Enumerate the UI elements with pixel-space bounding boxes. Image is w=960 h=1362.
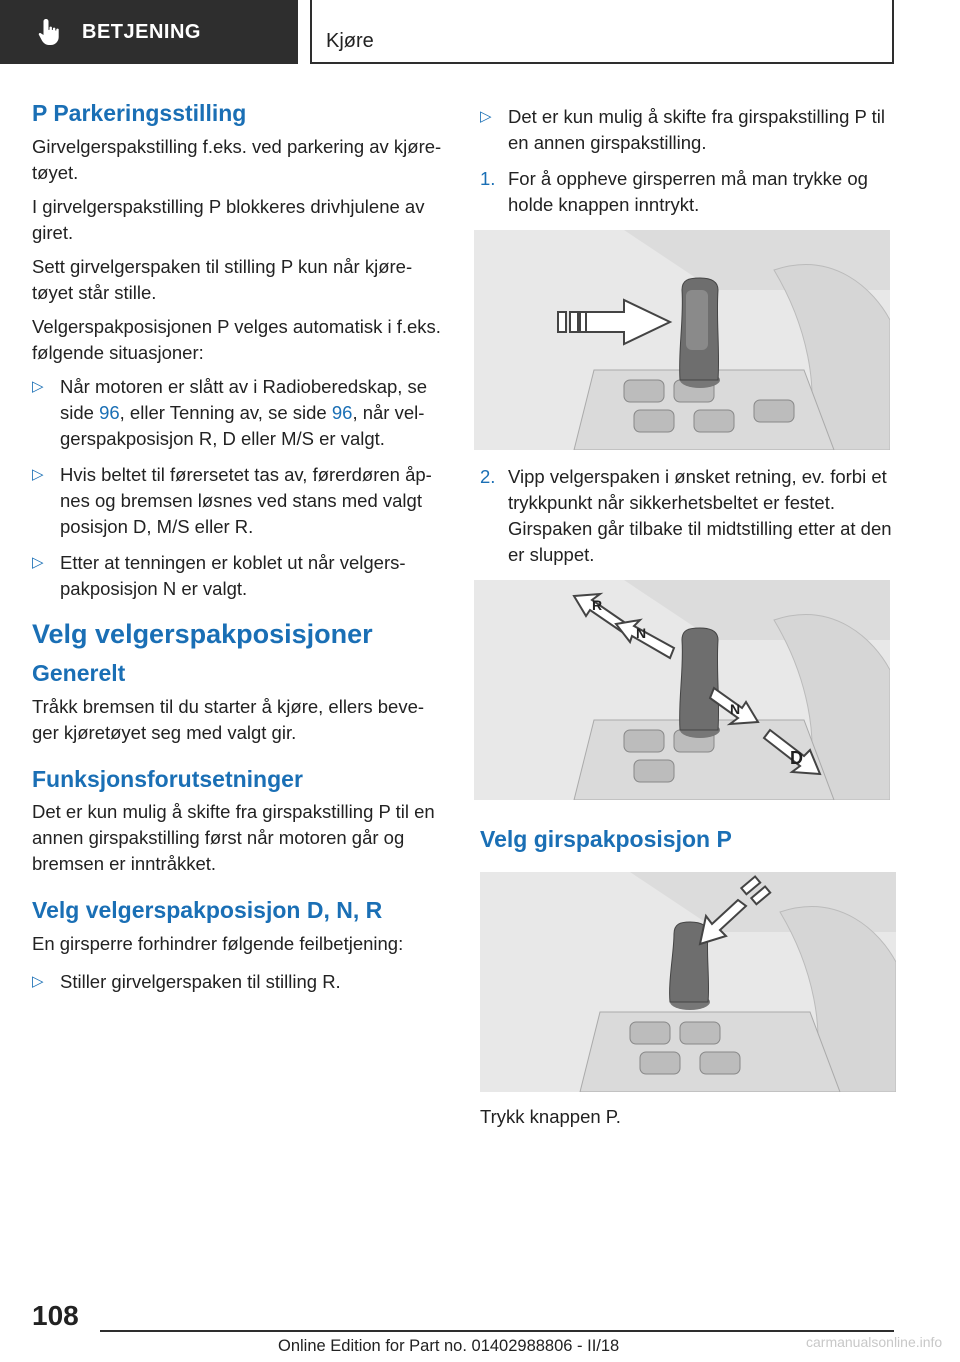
heading-select-p: Velg girspakposisjon P bbox=[480, 826, 732, 852]
triangle-right-icon: ▷ bbox=[480, 108, 492, 125]
arrow-label-n: N bbox=[636, 625, 647, 641]
triangle-right-icon: ▷ bbox=[32, 972, 44, 990]
paragraph: Girvelgerspakstilling f.eks. ved parkering av kjøre-tøyet. bbox=[32, 135, 442, 183]
paragraph: Sett girvelgerspaken til stilling P kun når kjøre-tøyet står stille. bbox=[32, 255, 413, 303]
arrow-label-d: D bbox=[790, 748, 803, 768]
step-item: 2. Vipp velgerspaken i ønsket retning, ev. forbi et trykkpunkt når sikkerhetsbeltet er festet. Girspaken går tilbake til midtstilling etter at den er sluppet. bbox=[480, 466, 892, 565]
page-link[interactable]: 96 bbox=[331, 401, 353, 423]
chapter-tab bbox=[0, 0, 298, 64]
heading-functional-requirements: Funksjonsforutsetninger bbox=[32, 765, 303, 792]
list-item: ▷ Stiller girvelgerspaken til stilling R. bbox=[32, 969, 448, 995]
left-column bbox=[32, 100, 448, 1005]
heading-parking: P Parkeringsstilling bbox=[32, 100, 247, 126]
section-title: Kjøre bbox=[326, 30, 374, 52]
p-button-illustration bbox=[480, 872, 896, 1092]
chapter-title: BETJENING bbox=[82, 20, 201, 43]
step-item: 1. For å oppheve girsperren må man trykke og holde knappen inntrykt. bbox=[480, 168, 868, 215]
gear-lever-illustration bbox=[474, 230, 890, 450]
list-item: ▷ Når motoren er slått av i Radioberedskap, se side 96, eller Tenning av, se side 96, når vel-gerspakposisjon R, D eller M/S er valgt. bbox=[32, 375, 428, 449]
edition-text: Online Edition for Part no. 01402988806 - II/18 bbox=[278, 1337, 620, 1355]
arrow-label-n: N bbox=[730, 701, 741, 717]
bullet-list bbox=[32, 374, 448, 602]
heading-general: Generelt bbox=[32, 659, 126, 686]
figure-caption: Trykk knappen P. bbox=[480, 1105, 621, 1127]
step-number: 2. bbox=[480, 466, 496, 487]
triangle-right-icon: ▷ bbox=[32, 553, 44, 571]
page-number: 108 bbox=[32, 1300, 79, 1331]
list-item: ▷ Hvis beltet til førersetet tas av, førerdøren åp-nes og bremsen løsnes ved stans med valgt posisjon D, M/S eller R. bbox=[32, 463, 432, 537]
paragraph: En girsperre forhindrer følgende feilbetjening: bbox=[32, 932, 404, 954]
triangle-right-icon: ▷ bbox=[32, 465, 44, 483]
paragraph: Tråkk bremsen til du starter å kjøre, ellers beve-ger kjøretøyet seg med valgt gir. bbox=[32, 695, 425, 743]
figure-p-button bbox=[480, 872, 896, 1092]
watermark: carmanualsonline.info bbox=[806, 1334, 943, 1350]
paragraph: Det er kun mulig å skifte fra girspakstilling P til en annen girspakstilling først når motoren går og bremsen er inntråkket. bbox=[32, 801, 435, 875]
heading-select-dnr: Velg velgerspakposisjon D, N, R bbox=[32, 897, 383, 924]
figure-gear-lever-button bbox=[474, 230, 890, 450]
list-item: ▷ Etter at tenningen er koblet ut når velgers-pakposisjon N er valgt. bbox=[32, 551, 406, 599]
hand-pointer-icon bbox=[36, 17, 66, 47]
list-item: ▷ Det er kun mulig å skifte fra girspakstilling P til en annen girspakstilling. bbox=[480, 106, 886, 153]
paragraph: Velgerspakposisjonen P velges automatisk i f.eks. følgende situasjoner: bbox=[32, 315, 441, 363]
right-column bbox=[480, 104, 898, 1128]
page-link[interactable]: 96 bbox=[99, 401, 120, 423]
step-number: 1. bbox=[480, 168, 496, 189]
gear-lever-tilt-illustration bbox=[474, 580, 890, 800]
arrow-label-r: R bbox=[592, 597, 603, 613]
section-header bbox=[310, 0, 894, 64]
figure-gear-lever-tilt bbox=[474, 580, 890, 800]
heading-select-positions: Velg velgerspakposisjoner bbox=[32, 618, 373, 649]
footer-divider bbox=[100, 1330, 894, 1332]
paragraph: I girvelgerspakstilling P blokkeres drivhjulene av giret. bbox=[32, 195, 425, 243]
triangle-right-icon: ▷ bbox=[32, 377, 44, 395]
